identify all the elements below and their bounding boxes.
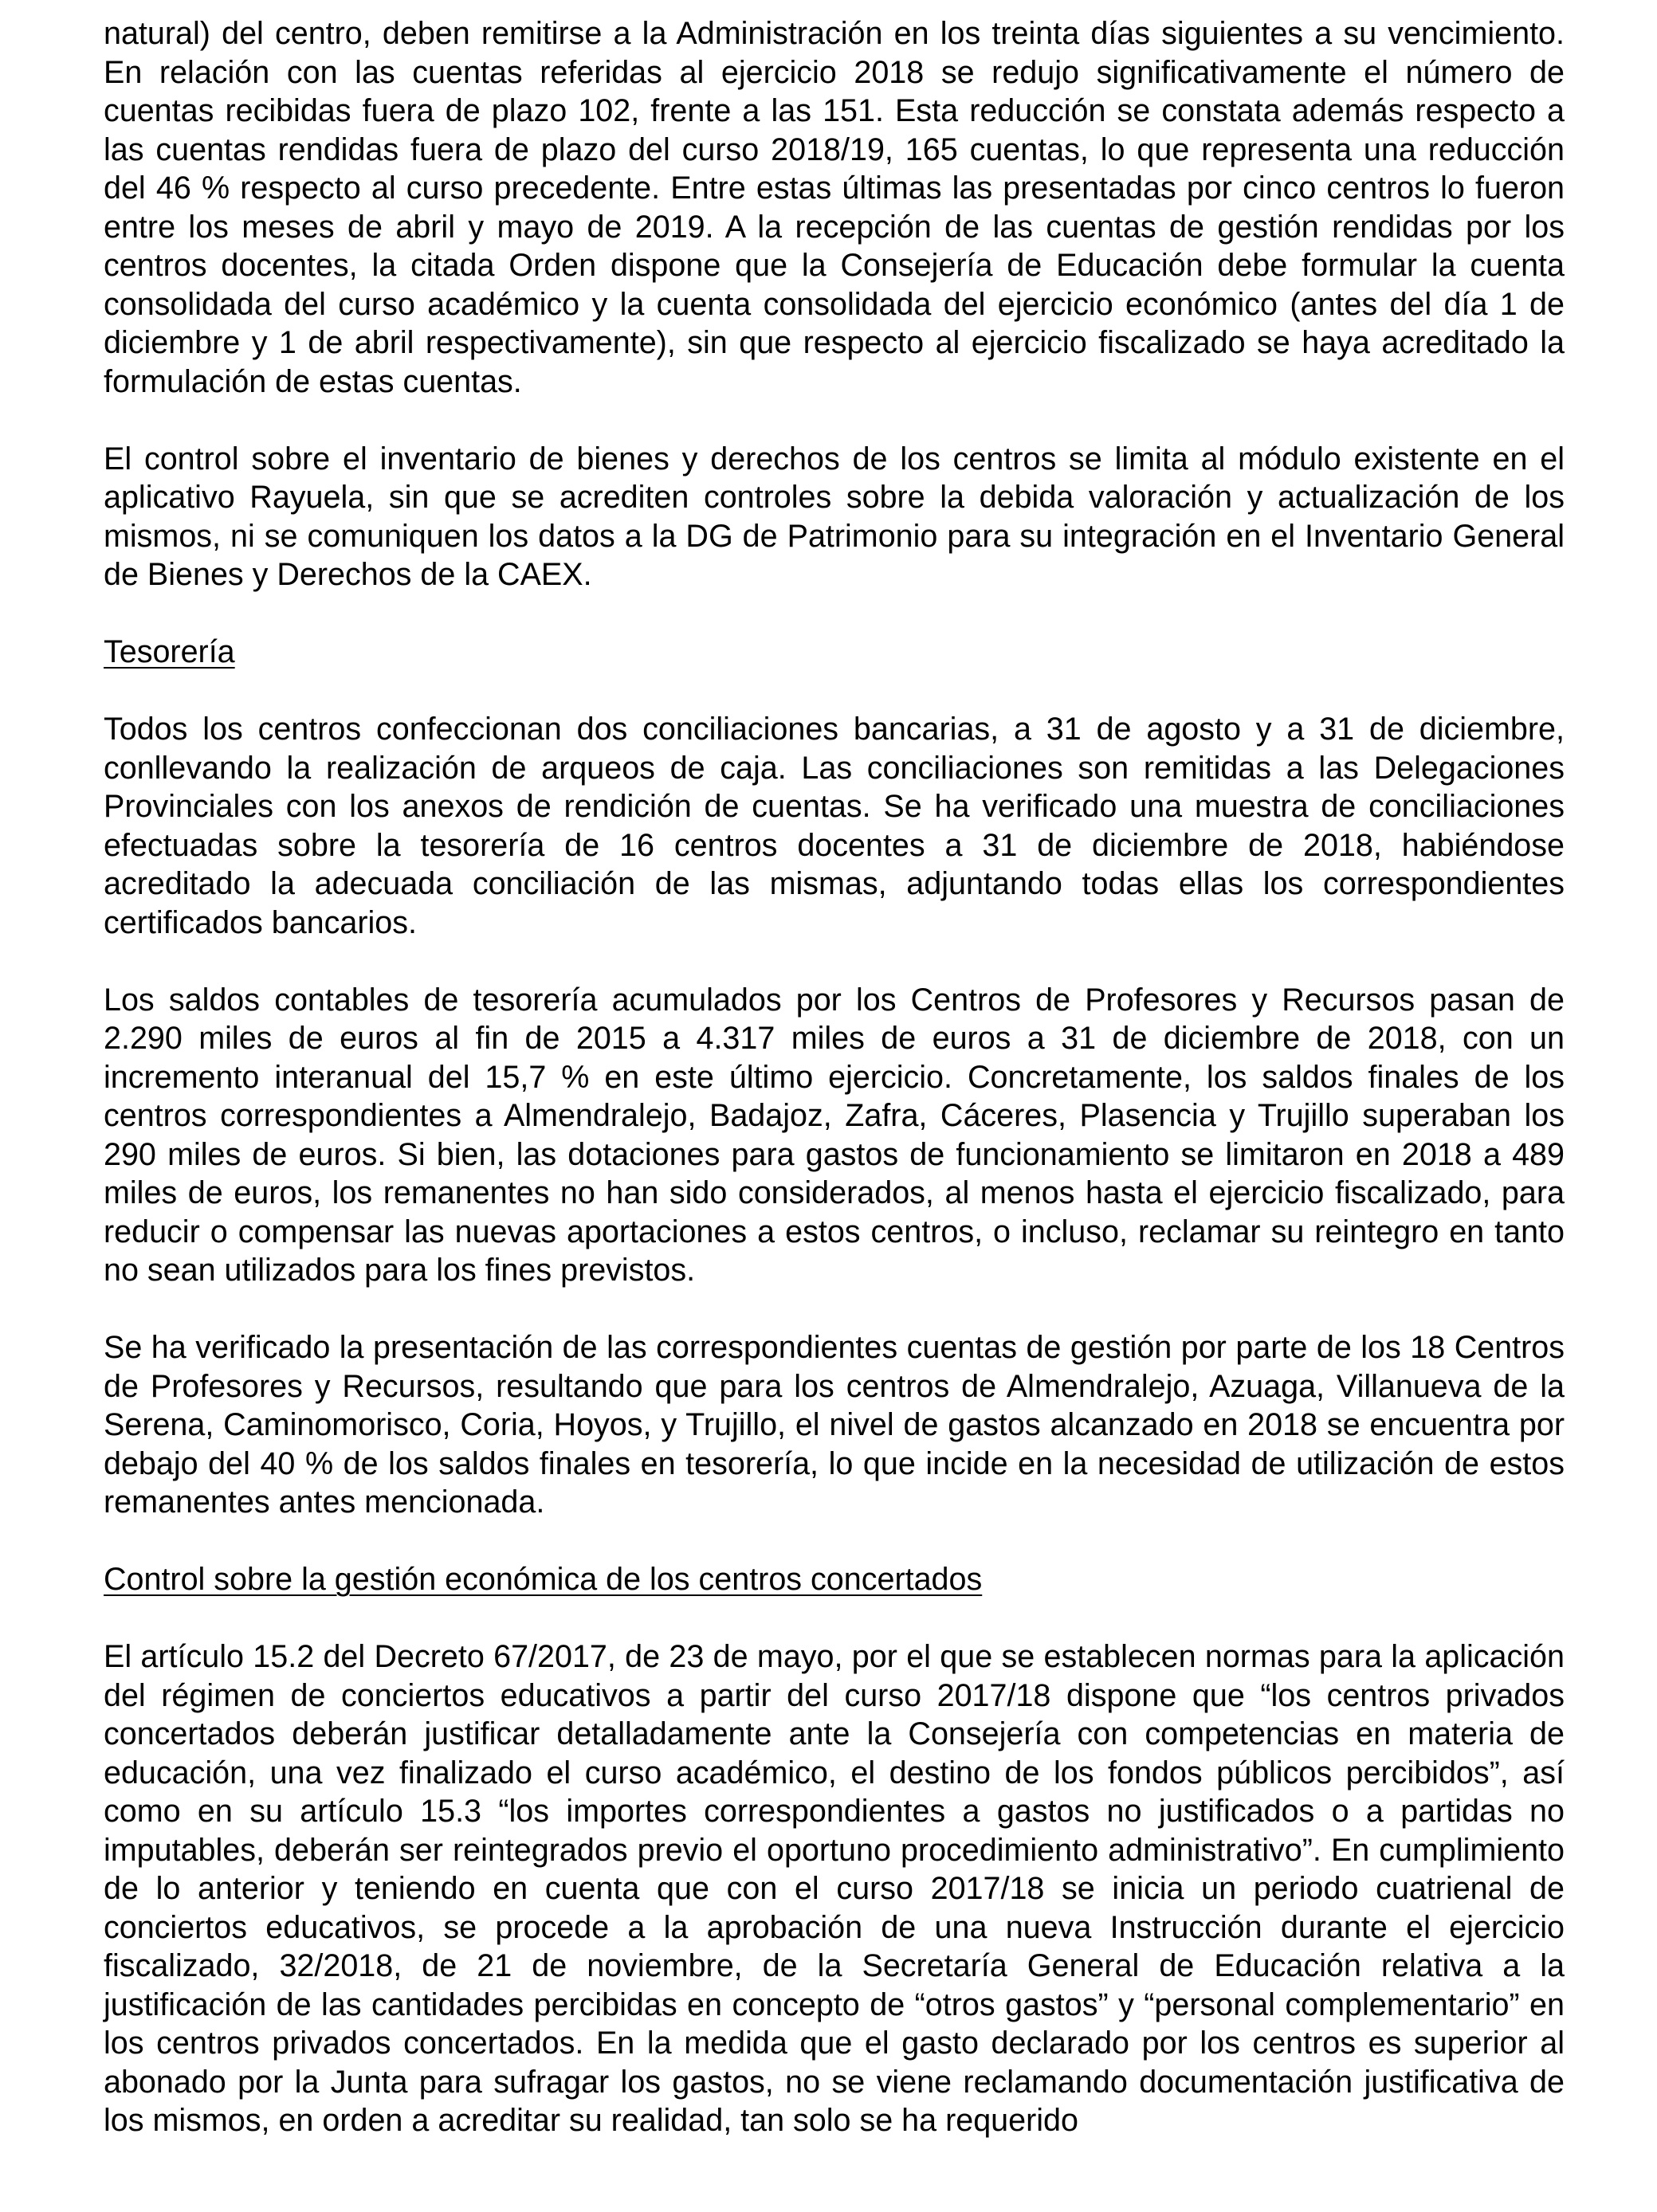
paragraph-cuentas-rendicion: natural) del centro, deben remitirse a la Administración en los treinta días siguientes a su vencimiento. En relación con las cuentas referidas al ejercicio 2018 se redujo significativamente el número de cuentas recibidas fuera de plazo 102, frente a las 151. Esta reducción se constata además respecto a las cuentas rendidas fuera de plazo del curso 2018/19, 165 cuentas, lo que representa una reducción del 46 % respecto al curso precedente. Entre estas últimas las presentadas por cinco centros lo fueron entre los meses de abril y mayo de 2019. A la recepción de las cuentas de gestión rendidas por los centros docentes, la citada Orden dispone que la Consejería de Educación debe formular la cuenta consolidada del curso académico y la cuenta consolidada del ejercicio económico (antes del día 1 de diciembre y 1 de abril respectivamente), sin que respecto al ejercicio fiscalizado se haya acreditado la formulación de estas cuentas.: [104, 16, 1565, 399]
paragraph-cuentas-gestion-cpr: Se ha verificado la presentación de las correspondientes cuentas de gestión por parte de los 18 Centros de Profesores y Recursos, resultando que para los centros de Almendralejo, Azuaga, Villanueva de la Serena, Caminomorisco, Coria, Hoyos, y Trujillo, el nivel de gastos alcanzado en 2018 se encuentra por debajo del 40 % de los saldos finales en tesorería, lo que incide en la necesidad de utilización de estos remanentes antes mencionada.: [104, 1330, 1565, 1520]
section-heading-centros-concertados: Control sobre la gestión económica de los centros concertados: [104, 1562, 983, 1597]
document-page: [104, 14, 1565, 2140]
paragraph-saldos-tesoreria: Los saldos contables de tesorería acumulados por los Centros de Profesores y Recursos pasan de 2.290 miles de euros al fin de 2015 a 4.317 miles de euros a 31 de diciembre de 2018, con un incremento interanual del 15,7 % en este último ejercicio. Concretamente, los saldos finales de los centros correspondientes a Almendralejo, Badajoz, Zafra, Cáceres, Plasencia y Trujillo superaban los 290 miles de euros. Si bien, las dotaciones para gastos de funcionamiento se limitaron en 2018 a 489 miles de euros, los remanentes no han sido considerados, al menos hasta el ejercicio fiscalizado, para reducir o compensar las nuevas aportaciones a estos centros, o incluso, reclamar su reintegro en tanto no sean utilizados para los fines previstos.: [104, 982, 1565, 1288]
paragraph-inventario: El control sobre el inventario de bienes y derechos de los centros se limita al módulo existente en el aplicativo Rayuela, sin que se acrediten controles sobre la debida valoración y actualización de los mismos, ni se comuniquen los datos a la DG de Patrimonio para su integración en el Inventario General de Bienes y Derechos de la CAEX.: [104, 441, 1565, 592]
paragraph-conciliaciones: Todos los centros confeccionan dos conciliaciones bancarias, a 31 de agosto y a 31 de diciembre, conllevando la realización de arqueos de caja. Las conciliaciones son remitidas a las Delegaciones Provinciales con los anexos de rendición de cuentas. Se ha verificado una muestra de conciliaciones efectuadas sobre la tesorería de 16 centros docentes a 31 de diciembre de 2018, habiéndose acreditado la adecuada conciliación de las mismas, adjuntando todas ellas los correspondientes certificados bancarios.: [104, 712, 1565, 940]
section-heading-tesoreria: Tesorería: [104, 634, 235, 669]
paragraph-decreto-conciertos: El artículo 15.2 del Decreto 67/2017, de 23 de mayo, por el que se establecen normas para la aplicación del régimen de conciertos educativos a partir del curso 2017/18 dispone que “los centros privados concertados deberán justificar detalladamente ante la Consejería con competencias en materia de educación, una vez finalizado el curso académico, el destino de los fondos públicos percibidos”, así como en su artículo 15.3 “los importes correspondientes a gastos no justificados o a partidas no imputables, deberán ser reintegrados previo el oportuno procedimiento administrativo”. En cumplimiento de lo anterior y teniendo en cuenta que con el curso 2017/18 se inicia un periodo cuatrienal de conciertos educativos, se procede a la aprobación de una nueva Instrucción durante el ejercicio fiscalizado, 32/2018, de 21 de noviembre, de la Secretaría General de Educación relativa a la justificación de las cantidades percibidas en concepto de “otros gastos” y “personal complementario” en los centros privados concertados. En la medida que el gasto declarado por los centros es superior al abonado por la Junta para sufragar los gastos, no se viene reclamando documentación justificativa de los mismos, en orden a acreditar su realidad, tan solo se ha requerido: [104, 1639, 1565, 2138]
